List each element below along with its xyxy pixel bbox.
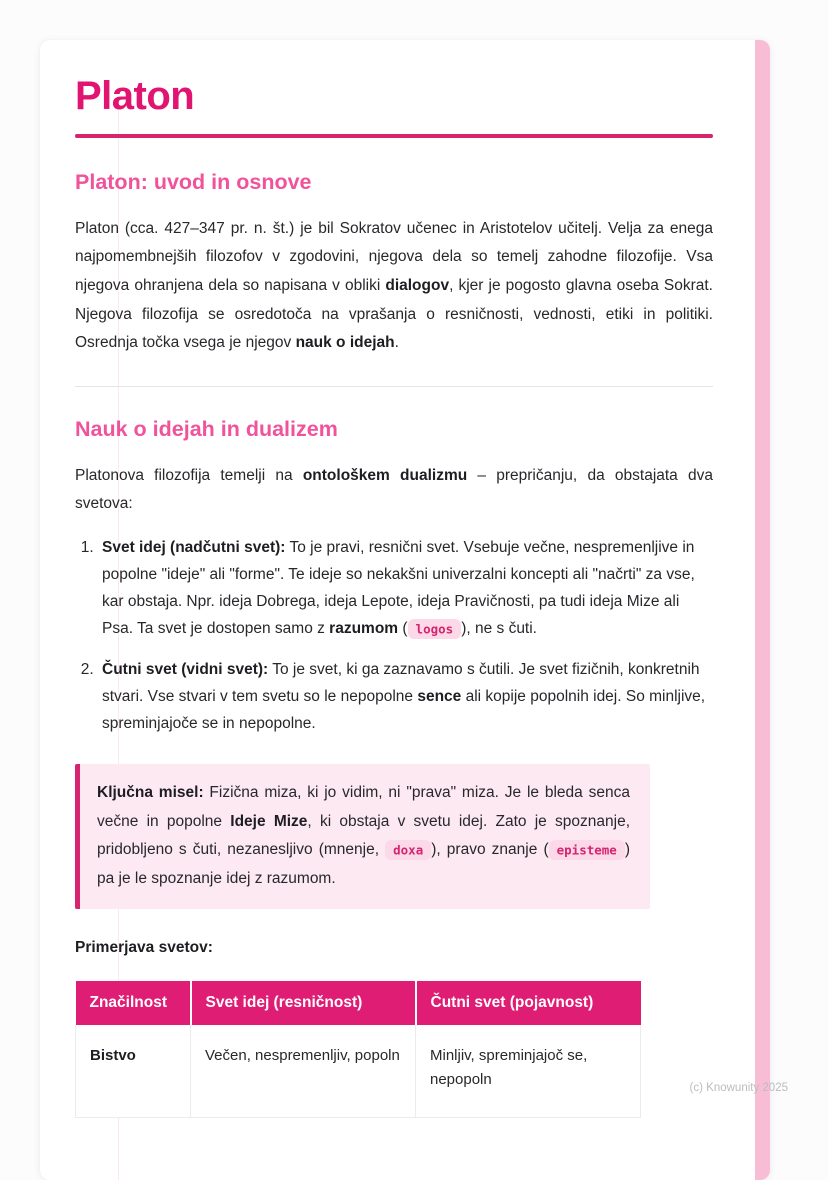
table-cell-feature: Bistvo bbox=[76, 1025, 191, 1118]
list-item-sensory-world: 2. Čutni svet (vidni svet): To je svet, ki ga zaznavamo s čutili. Je svet fizičnih, konkretnih stvari. Vse stvari v tem svetu so le nepopolne sence ali kopije popolnih idej. So minljive, spreminjajoče se in nepopolne. bbox=[98, 657, 713, 738]
page-title: Platon bbox=[75, 74, 195, 118]
comparison-table-label: Primerjava svetov: bbox=[75, 938, 213, 956]
section-heading-intro: Platon: uvod in osnove bbox=[75, 170, 312, 194]
section-divider bbox=[75, 386, 713, 387]
intro-paragraph: Platon (cca. 427–347 pr. n. št.) je bil Sokratov učenec in Aristotelov učitelj. Velja za enega najpomembnejših filozofov v zgodovini, njegova dela so temelj zahodne filozofije. Vsa njegova ohranjena dela so napisana v obliki dialogov, kjer je pogosto glavna oseba Sokrat. Njegova filozofija se osredotoča na vprašanja o resničnosti, vednosti, etiki in politiki. Osrednja točka vsega je njegov nauk o idejah. bbox=[75, 219, 713, 352]
table-header-sensory-world: Čutni svet (pojavnost) bbox=[416, 981, 641, 1025]
table-row bbox=[76, 1025, 641, 1118]
note-content bbox=[40, 40, 770, 1158]
inline-code-token: logos bbox=[408, 619, 462, 639]
table-header-row bbox=[76, 981, 641, 1025]
comparison-table bbox=[75, 981, 641, 1118]
section-heading-dualism: Nauk o idejah in dualizem bbox=[75, 417, 338, 442]
table-header-ideal-world: Svet idej (resničnost) bbox=[191, 981, 416, 1025]
list-item-ideal-world: 1. Svet idej (nadčutni svet): To je pravi, resnični svet. Vsebuje večne, nespremenljive in popolne "ideje" ali "forme". Te ideje so nekakšni univerzalni koncepti ali "načrti" za vse, kar obstaja. Npr. ideja Dobrega, ideja Lepote, ideja Pravičnosti, pa tudi ideja Mize ali Psa. Ta svet je dostopen samo z razumom ( logos ), ne s čuti. bbox=[98, 535, 713, 643]
worlds-list bbox=[75, 535, 713, 738]
watermark: (c) Knowunity 2025 bbox=[689, 1082, 788, 1094]
table-cell-sensory-world: Minljiv, spreminjajoč se, nepopoln bbox=[416, 1025, 641, 1118]
title-rule bbox=[75, 134, 713, 138]
table-cell-ideal-world: Večen, nespremenljiv, popoln bbox=[191, 1025, 416, 1118]
inline-code-token: doxa bbox=[385, 840, 431, 860]
note-page bbox=[40, 40, 770, 1180]
table-header-feature: Značilnost bbox=[76, 981, 191, 1025]
key-idea-callout: Ključna misel: Fizična miza, ki jo vidim, ni "prava" miza. Je le bleda senca večne in popolne Ideje Mize, ki obstaja v svetu idej. Zato je spoznanje, pridobljeno s čuti, nezanesljivo (mnenje, doxa ), pravo znanje ( episteme ) pa je le spoznanje idej z razumom. bbox=[75, 764, 650, 909]
dualism-intro-paragraph: Platonova filozofija temelji na ontološkem dualizmu – prepričanju, da obstajata dva svetova: bbox=[75, 466, 714, 513]
inline-code-token: episteme bbox=[549, 840, 625, 860]
